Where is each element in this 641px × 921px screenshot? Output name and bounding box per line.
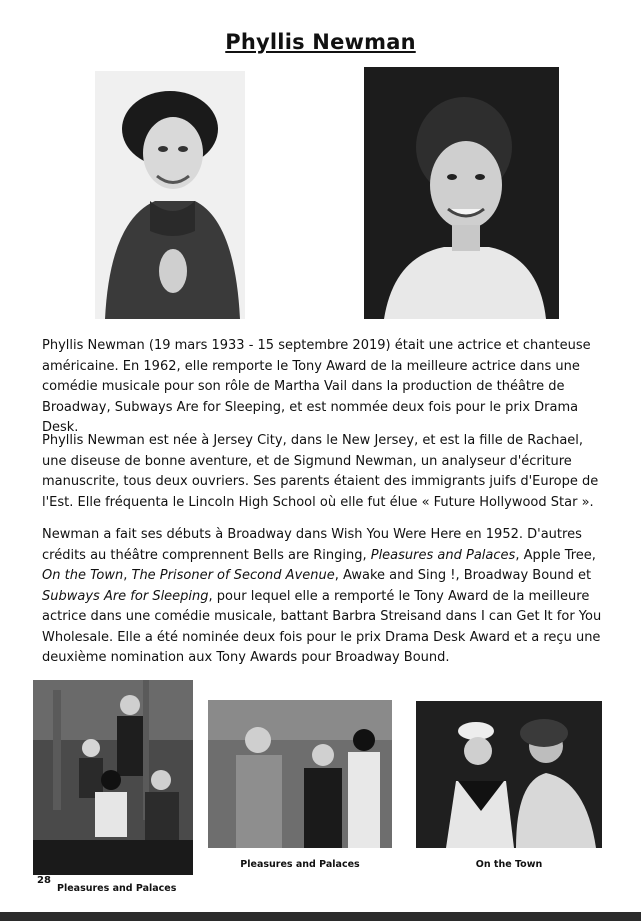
cast-photo-trio <box>208 700 392 848</box>
caption-trio-photo: Pleasures and Palaces <box>240 859 360 870</box>
bio-paragraph-2: Phyllis Newman est née à Jersey City, dans le New Jersey, et est la fille de Rachael, une diseuse de bonne aventure, et de Sigmund Newman, un analyseur d'écriture manuscrite, tous deux ouvriers. Ses parents étaient des immigrants juifs d'Europe de l'Est. Elle fréquenta le Lincoln High School où elle fut élue « Future Hollywood Star ». <box>42 433 599 510</box>
cast-photo-group <box>33 680 193 875</box>
caption-on-the-town: On the Town <box>475 859 543 870</box>
bio-paragraph-3: Newman a fait ses débuts à Broadway dans Wish You Were Here en 1952. D'autres crédits au théâtre comprennent Bells are Ringing, Pleasures and Palaces, Apple Tree, On the Town, The Prisoner of Second Avenue, Awake and Sing !, Broadway Bound et Subways Are for Sleeping, pour lequel elle a remporté le Tony Award de la meilleure actrice dans une comédie musicale, battant Barbra Streisand dans I can Get It for You Wholesale. Elle a été nominée deux fois pour le prix Drama Desk Award et a reçu une deuxième nomination aux Tony Awards pour Broadway Bound. <box>42 527 602 665</box>
page-title: Phyllis Newman <box>225 30 416 54</box>
footer-bar <box>0 912 641 921</box>
portrait-photo-turtleneck <box>95 71 245 319</box>
page-number: 28 <box>37 875 51 886</box>
caption-group-photo: Pleasures and Palaces <box>57 883 177 894</box>
portrait-photo-smiling <box>364 67 559 319</box>
cast-photo-on-the-town <box>416 701 602 848</box>
bio-paragraph-1: Phyllis Newman (19 mars 1933 - 15 septembre 2019) était une actrice et chanteuse américaine. En 1962, elle remporte le Tony Award de la meilleure actrice dans une comédie musicale pour son rôle de Martha Vail dans la production de théâtre de Broadway, Subways Are for Sleeping, et est nommée deux fois pour le prix Drama Desk. <box>42 338 591 435</box>
